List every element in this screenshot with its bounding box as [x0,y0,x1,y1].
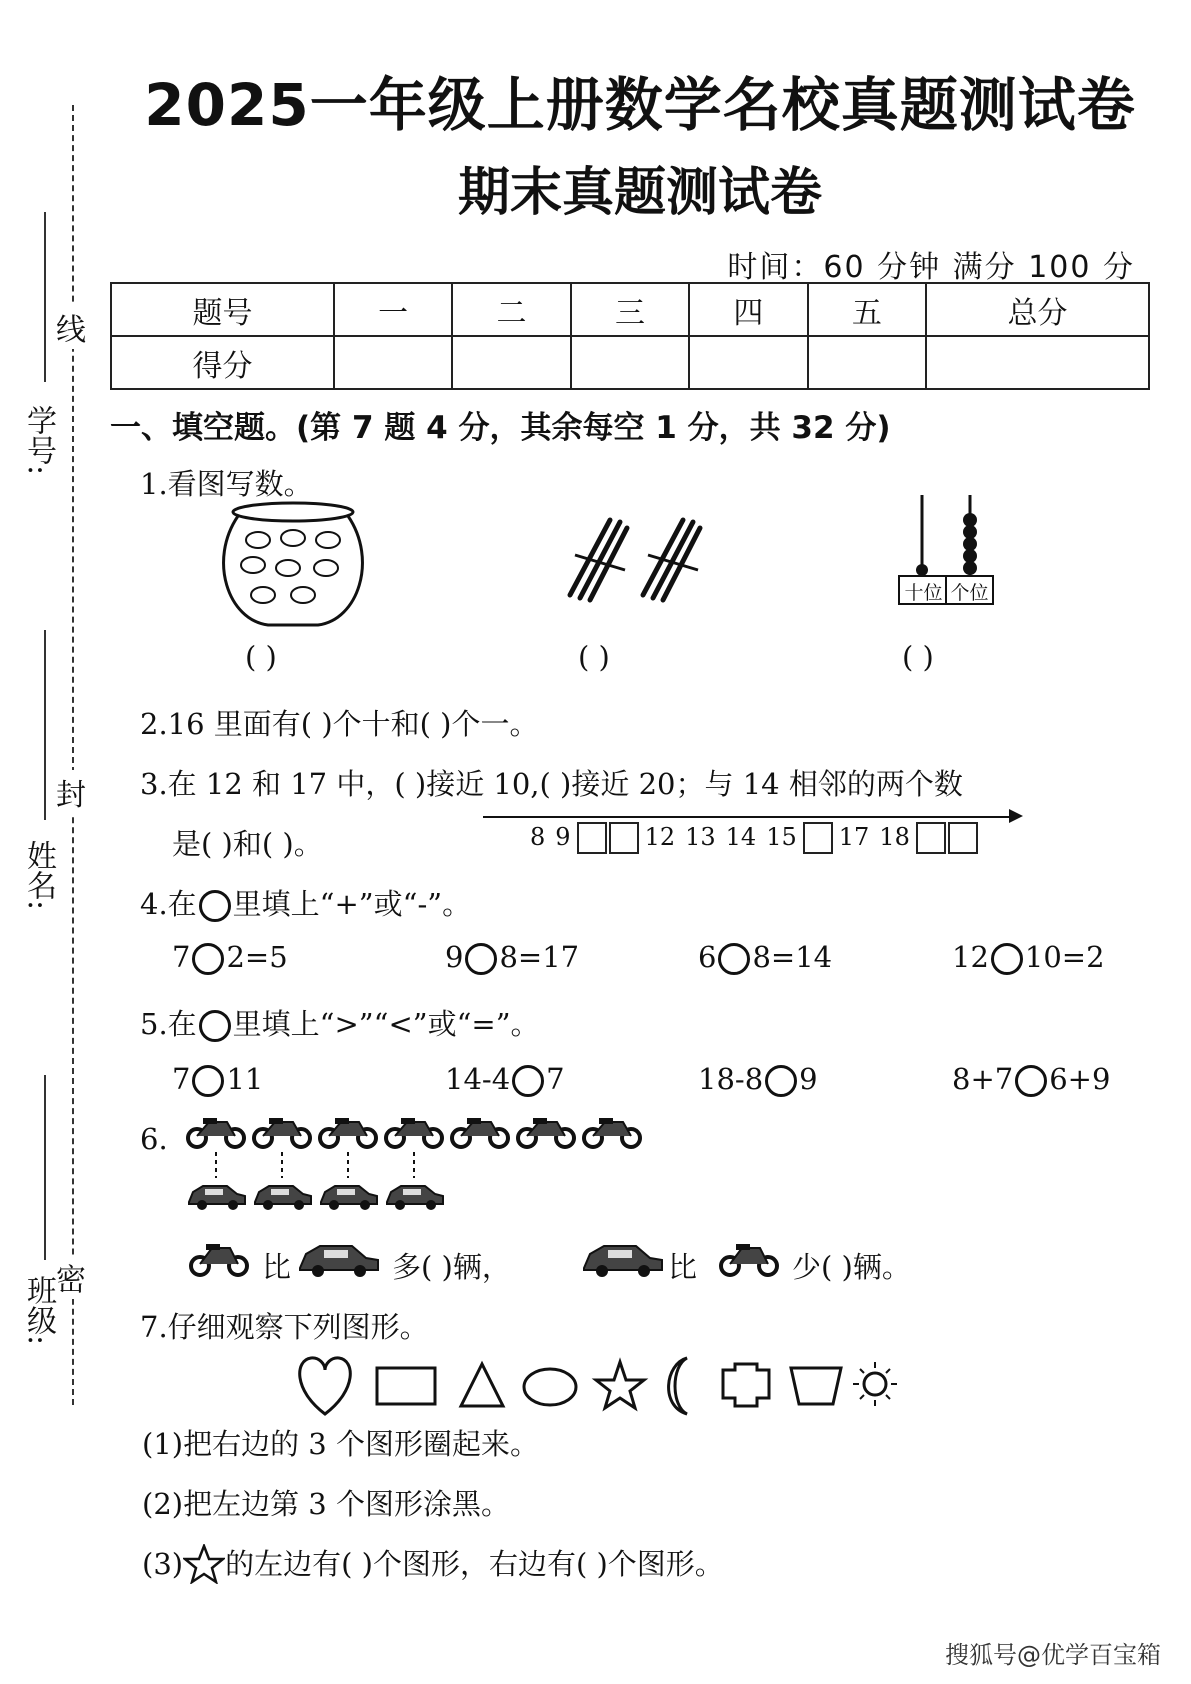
q4-item-2 [445,940,579,975]
q7-sub2: (2)把左边第 3 个图形涂黑。 [142,1487,510,1521]
section-heading: 一、填空题。(第 7 题 4 分，其余每空 1 分，共 32 分) [110,410,891,446]
heart-shape [300,1358,351,1414]
q6-bi2: 比 [668,1250,698,1284]
score-table-header-row [111,283,1149,336]
star-shape [596,1362,644,1408]
q5-post: 里填上“>”“<”或“=”。 [232,1007,540,1041]
q5-pre: 5.在 [140,1007,197,1041]
star-icon [183,1544,225,1584]
table-cell: 五 [808,283,926,336]
q5-item-2 [445,1062,565,1097]
q7-sub3 [142,1542,724,1584]
numberline-blank-box[interactable] [577,822,607,854]
q5-item-left: 18-8 [698,1062,764,1096]
answer-circle[interactable] [192,943,224,975]
page-title: 2025一年级上册数学名校真题测试卷 [144,71,1136,139]
q4-item-left: 12 [952,940,989,974]
answer-circle[interactable] [512,1065,544,1097]
circle-icon [199,890,231,922]
cross-shape [723,1364,769,1406]
xuehao-line [44,212,46,382]
answer-circle[interactable] [465,943,497,975]
numberline-tick-label: 14 [725,822,757,851]
numberline-tick-label: 13 [685,822,716,851]
q3-line2: 是( )和( )。 [172,827,323,861]
q4-item-right: 8=14 [752,940,833,974]
numberline-blank-box[interactable] [803,822,833,854]
q7-sub1: (1)把右边的 3 个图形圈起来。 [142,1427,539,1461]
q5-item-1 [172,1062,263,1097]
xingming-line [44,630,46,820]
numberline-tick-label: 15 [766,822,797,851]
oval-shape [524,1369,576,1405]
table-cell: 总分 [926,283,1149,336]
car-icon [298,1240,380,1278]
xingming-label: 姓名: [21,840,56,911]
table-cell: 二 [452,283,570,336]
q6-number: 6. [140,1122,168,1156]
shapes-row [295,1350,905,1422]
q4-item-left: 7 [172,940,191,974]
q4-item-1 [172,940,288,975]
answer-circle[interactable] [765,1065,797,1097]
q5-item-3 [698,1062,818,1097]
stick-bundles-image [555,510,715,610]
score-cell[interactable] [452,336,570,389]
q4-heading [140,882,471,923]
feng-char: 封 [56,770,86,814]
table-cell: 三 [571,283,689,336]
q4-pre: 4.在 [140,887,197,921]
score-cell[interactable] [808,336,926,389]
q1-blank-2[interactable]: ( ) [578,640,610,674]
q5-item-left: 7 [172,1062,191,1096]
q2-text: 2.16 里面有( )个十和( )个一。 [140,707,539,741]
q1-blank-1[interactable]: ( ) [245,640,277,674]
table-cell: 得分 [111,336,334,389]
fishbowl-image [218,500,368,632]
time-info: 时间：60 分钟 满分 100 分 [727,250,1135,285]
numberline-tick-label: 8 [530,822,546,851]
score-table [110,282,1150,390]
sun-shape [864,1373,886,1395]
answer-circle[interactable] [192,1065,224,1097]
numberline-tick-label: 9 [555,822,571,851]
q5-item-right: 6+9 [1049,1062,1111,1096]
xuehao-label: 学号: [21,405,56,476]
q7-sub3-pre: (3) [142,1547,184,1581]
q4-item-left: 9 [445,940,464,974]
score-cell[interactable] [926,336,1149,389]
banji-label: 班级: [21,1275,56,1346]
q4-item-right: 8=17 [499,940,580,974]
q4-item-4 [952,940,1105,975]
score-cell[interactable] [571,336,689,389]
numberline-tick-label: 17 [838,822,870,851]
number-line [483,812,1023,862]
numberline-tick-label: 12 [644,822,676,851]
numberline-blank-box[interactable] [916,822,946,854]
q7-text: 7.仔细观察下列图形。 [140,1310,429,1344]
motorcycle-icon [718,1238,780,1278]
q5-item-right: 11 [226,1062,264,1096]
watermark: 搜狐号@优学百宝箱 [945,1641,1161,1669]
q5-heading [140,1002,540,1043]
q4-item-3 [698,940,832,975]
binding-dashed-line [72,105,74,1405]
answer-circle[interactable] [991,943,1023,975]
numberline-blank-box[interactable] [609,822,639,854]
table-cell: 一 [334,283,452,336]
q6-shao: 少( )辆。 [792,1250,911,1284]
table-cell: 四 [689,283,807,336]
abacus-ten-label: 十位 [904,582,943,604]
answer-circle[interactable] [718,943,750,975]
numberline-blank-box[interactable] [948,822,978,854]
q5-item-left: 8+7 [952,1062,1014,1096]
rectangle-shape [377,1368,435,1404]
q5-item-right: 9 [799,1062,818,1096]
q6-bi: 比 [262,1250,292,1284]
score-table-score-row [111,336,1149,389]
mi-char: 密 [56,1255,86,1299]
moon-shape [669,1358,687,1414]
q4-item-right: 2=5 [226,940,288,974]
motorcycle-icon [188,1238,250,1278]
q5-item-right: 7 [546,1062,565,1096]
answer-circle[interactable] [1015,1065,1047,1097]
q4-item-right: 10=2 [1024,940,1105,974]
abacus-one-label: 个位 [950,582,989,604]
score-cell[interactable] [689,336,807,389]
table-cell: 题号 [111,283,334,336]
trapezoid-shape [791,1368,841,1404]
q1-text: 1.看图写数。 [140,467,313,501]
vehicles-image [185,1112,645,1212]
score-cell[interactable] [334,336,452,389]
circle-icon [199,1010,231,1042]
xian-char: 线 [56,305,86,349]
numberline-tick-label: 18 [879,822,910,851]
q4-item-left: 6 [698,940,717,974]
q6-duo: 多( )辆， [392,1250,511,1284]
car-icon [582,1240,664,1278]
page-subtitle: 期末真题测试卷 [457,163,822,223]
banji-line [44,1075,46,1260]
q1-blank-3[interactable]: ( ) [902,640,934,674]
q5-item-left: 14-4 [445,1062,511,1096]
q5-item-4 [952,1062,1110,1097]
q7-sub3-post: 的左边有( )个图形，右边有( )个图形。 [225,1547,724,1581]
q4-post: 里填上“+”或“-”。 [232,887,472,921]
q3-line1: 3.在 12 和 17 中，( )接近 10,( )接近 20；与 14 相邻的两个数 [140,767,963,801]
triangle-shape [461,1364,503,1406]
